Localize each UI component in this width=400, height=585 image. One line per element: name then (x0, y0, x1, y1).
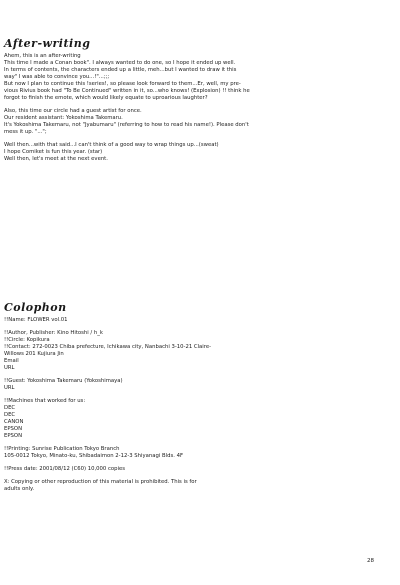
colophon-email: Email (4, 358, 19, 364)
colophon-name: !!Name: FLOWER vol.01 (4, 317, 68, 323)
machine-item: DEC (4, 405, 16, 411)
colophon-contact-cont: Willows 201 Kujiura Jin (4, 351, 64, 357)
machine-item: DEC (4, 412, 16, 418)
after-writing-paragraph-3: Well then...with that said...I can't think of a good way to wrap things up...(sweat) I hope Comiket is fun this year. (star) Well then, let's meet at the next event. (4, 142, 219, 162)
colophon-press-date: !!Press date: 2001/08/12 (C60) 10,000 copies (4, 466, 125, 472)
machine-item: EPSON (4, 426, 23, 432)
after-writing-title: After-writing (4, 37, 91, 50)
colophon-circle: !!Circle: Kopikura (4, 337, 50, 343)
colophon-author: !!Author, Publisher: Kino Hitoshi / h_k (4, 330, 103, 336)
after-writing-section (4, 37, 384, 169)
colophon-title: Colophon (4, 301, 67, 314)
after-writing-paragraph-2: Also, this time our circle had a guest artist for once. Our resident assistant: Yokoshima Takemaru. It's Yokoshima Takemaru, not "Jyabumaru" (referring to how to read his name!). Please don't mess it up. "..."; (4, 108, 249, 135)
colophon-machines-label: !!Machines that worked for us: (4, 398, 86, 404)
page-number: 28 (367, 558, 374, 564)
colophon-notice: X: Copying or other reproduction of this material is prohibited. This is for adults only. (4, 479, 197, 492)
colophon-section (4, 301, 384, 499)
colophon-contact: !!Contact: 272-0023 Chiba prefecture, Ichikawa city, Nanbachi 3-10-21 Claire- (4, 344, 211, 350)
after-writing-paragraph-1: Ahem, this is an after-writing This time I made a Conan book". I always wanted to do one, so I hope it ended up well. In terms of contents, the characters ended up a little, meh...but I wanted to draw it this way" I was able to convince you...!"...;;; But now I plan to continue this !series!, so please look forward to them...Er, well, my pre- vious Rivius book had "To Be Continued" written in it, so...who knows! (Explosion) !! think he forgot to finish the emote, which would likely equate to uproarious laughter? (4, 53, 250, 101)
colophon-guest-url: URL (4, 385, 15, 391)
machine-item: CANON (4, 419, 24, 425)
colophon-printing: !!Printing: Sunrise Publication Tokyo Branch (4, 446, 120, 452)
colophon-guest: !!Guest: Yokoshima Takemaru (Yokoshimaya) (4, 378, 123, 384)
colophon-printing-address: 105-0012 Tokyo, Minato-ku, Shibadaimon 2-12-3 Shiyanagi Blds. 4F (4, 453, 183, 459)
colophon-url: URL (4, 365, 15, 371)
machine-item: EPSON (4, 433, 23, 439)
